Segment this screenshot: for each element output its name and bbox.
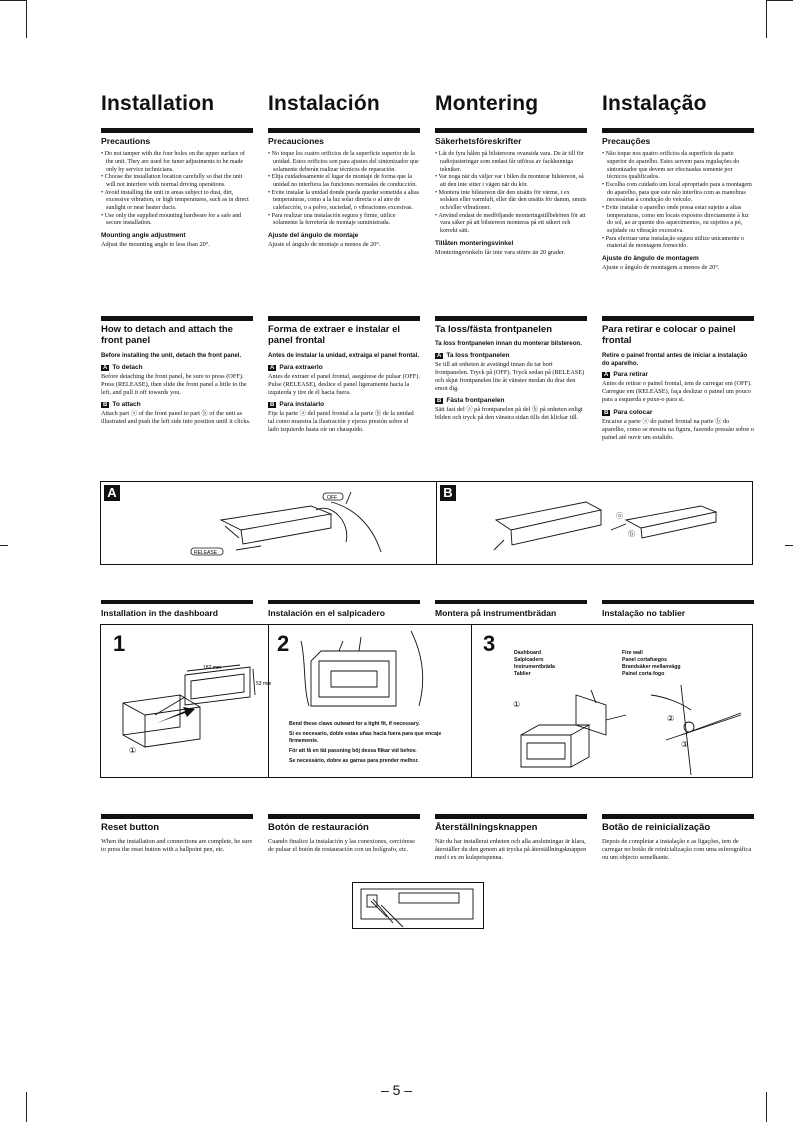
crop-mark bbox=[26, 1092, 27, 1122]
section-heading: Botón de restauración bbox=[268, 822, 369, 833]
paragraph: Ajuste el ángulo de montaje a menos de 20°. bbox=[268, 241, 381, 249]
subheading: To detach bbox=[112, 363, 143, 371]
list-item: • Evite instalar la unidad donde pueda quedar sometida a altas temperaturas, como a la luz solar directa o al aire de calefacción, o a polvo, suciedad, o vibraciones excesivas. bbox=[268, 189, 420, 212]
section-bar bbox=[268, 128, 420, 133]
section-bar bbox=[101, 600, 253, 604]
figure-divider bbox=[471, 625, 472, 777]
bullet-list bbox=[602, 151, 754, 251]
subheading: Ajuste del ángulo de montaje bbox=[268, 232, 359, 240]
reset-en bbox=[101, 814, 253, 857]
intro-text: Ta loss frontpanelen innan du monterar bilstereon. bbox=[435, 340, 582, 348]
note-line: För att få en tät passning böj dessa flikar vid behov. bbox=[289, 748, 417, 755]
section-heading: Återställningsknappen bbox=[435, 822, 538, 833]
list-item: • Choose the installation location carefully so that the unit will not interfere with normal driving operations. bbox=[101, 174, 243, 188]
subheading: Para instalarlo bbox=[279, 400, 325, 408]
label-line: Painel corta-fogo bbox=[622, 671, 665, 678]
intro-text: Retire o painel frontal antes de iniciar a instalação do aparelho. bbox=[602, 351, 748, 367]
precautions-en bbox=[101, 128, 253, 252]
paragraph: Ajuste o ângulo de montagem a menos de 20°. bbox=[602, 264, 720, 272]
section-bar bbox=[101, 814, 253, 819]
dim-height: 53 mm bbox=[256, 681, 272, 687]
subheading: Para retirar bbox=[613, 371, 649, 379]
section-bar bbox=[268, 316, 420, 321]
label-line: Dashboard bbox=[514, 650, 542, 656]
section-heading: Säkerhetsföreskrifter bbox=[435, 136, 522, 146]
dashboard-illustration bbox=[491, 685, 746, 775]
figure-label-a: A bbox=[104, 485, 120, 501]
detach-pt bbox=[602, 316, 754, 445]
section-bar bbox=[101, 316, 253, 321]
subheading: Para colocar bbox=[613, 408, 653, 416]
label-line: Fire wall bbox=[622, 650, 643, 656]
section-bar bbox=[435, 316, 587, 321]
dashboard-labels bbox=[514, 650, 614, 678]
precautions-pt bbox=[602, 128, 754, 275]
bullet-list bbox=[435, 151, 587, 235]
note-line: Se necessário, dobre as garras para prender melhor. bbox=[289, 758, 419, 765]
list-item: • Låt de fyra hålen på bilstereons ovansida vara. De är till för radiojusteringar som endast får utföras av fackkunniga tekniker. bbox=[435, 151, 584, 173]
crop-mark bbox=[766, 1092, 767, 1122]
section-heading: Ta loss/fästa frontpanelen bbox=[435, 324, 553, 335]
label-a: A bbox=[270, 364, 275, 371]
paragraph: Attach part ⓐ of the front panel to part ⓑ of the unit as illustrated and push the left side into position until it clicks. bbox=[101, 409, 251, 425]
reset-sv bbox=[435, 814, 587, 866]
section-heading: Precauções bbox=[602, 136, 651, 146]
label-b: B bbox=[604, 409, 609, 416]
list-item: • Använd endast de medföljande monteringstillbehören för att vara säker på att bilstereon monteras på ett säkert och korrekt sätt. bbox=[435, 212, 586, 235]
bullet-list bbox=[101, 151, 253, 228]
paragraph: Sätt fast del ⓐ på frontpanelen på del ⓑ på enheten enligt bilden och tryck på den vänstra sidan tills det klickar till. bbox=[435, 406, 583, 422]
paragraph: Monteringsvinkeln får inte vara större än 20 grader. bbox=[435, 248, 566, 256]
figure-divider bbox=[436, 482, 437, 564]
label-line: Brandsäker mellanvägg bbox=[622, 664, 681, 671]
part-2-mark: ② bbox=[667, 714, 675, 723]
crop-mark bbox=[0, 0, 26, 1]
paragraph: När du har installerat enheten och alla anslutningar är klara, återställer du den genom att trycka på återställningsknappen med t ex en kulspetspenna. bbox=[435, 838, 587, 862]
label-b: B bbox=[270, 401, 275, 408]
list-item: • Não toque nos quatro orifícios da superfície da parte superior do aparelho. Estes servem para regulações do sintonizador que devem ser efectuadas somente por técnicos qualificados. bbox=[602, 151, 740, 181]
section-bar bbox=[435, 128, 587, 133]
list-item: • No toque los cuatro orificios de la superficie superior de la unidad. Estos orificios son para ajustes del sintonizador que solamente deberán realizar técnicos de reparación. bbox=[268, 151, 419, 173]
arrow-icon bbox=[157, 707, 195, 723]
page-title-pt: Instalação bbox=[602, 92, 707, 115]
dim-width: 182 mm bbox=[203, 665, 222, 671]
crop-mark bbox=[0, 545, 8, 546]
paragraph: Adjust the mounting angle to less than 20°. bbox=[101, 241, 210, 249]
reset-figure bbox=[352, 882, 484, 929]
label-line: Salpicadero bbox=[514, 657, 544, 664]
detach-es bbox=[268, 316, 420, 437]
paragraph: Before detaching the front panel, be sure to press (OFF). Press (RELEASE), then slide the front panel a little to the left, and pull it off towards you. bbox=[101, 372, 247, 396]
label-b: B bbox=[103, 401, 108, 408]
section-bar bbox=[435, 814, 587, 819]
step-3-number: 3 bbox=[483, 631, 496, 656]
off-label: OFF bbox=[327, 495, 337, 501]
list-item: • Elija cuidadosamente el lugar de montaje de forma que la unidad no interfiera las funciones normales de conducción. bbox=[268, 174, 417, 188]
section-bar bbox=[435, 600, 587, 604]
precautions-sv bbox=[435, 128, 587, 260]
label-line: Panel cortafuegos bbox=[622, 657, 667, 664]
list-item: • Var noga när du väljer var i bilen du monterar bilstereon, så att den inte sitter i vägen när du kör. bbox=[435, 174, 584, 188]
page-title-en: Installation bbox=[101, 92, 215, 115]
list-item: • Escolha com cuidado um local apropriado para a montagem do aparelho, para que este não interfira com as manobras necessárias à condução do veículo. bbox=[602, 182, 752, 204]
section-bar bbox=[101, 128, 253, 133]
figure-divider bbox=[268, 625, 269, 777]
part-a-mark: ⓐ bbox=[616, 512, 623, 520]
subheading: Fästa frontpanelen bbox=[446, 397, 505, 405]
subheading: Para extraerlo bbox=[279, 363, 323, 371]
list-item: • Para realizar una instalación segura y firme, utilice solamente la ferretería de montaje suministrada. bbox=[268, 212, 396, 227]
list-item: • Do not tamper with the four holes on the upper surface of the unit. They are used for tuner adjustments to be made only by service technicians. bbox=[101, 151, 245, 173]
page-title-es: Instalación bbox=[268, 92, 380, 115]
paragraph: Se till att enheten är avstängd innan du tar bort frontpanelen. Tryck på (OFF). Tryck sedan på (RELEASE) och skjut frontpanelen lite åt vänster medan du drar den emot dig. bbox=[435, 361, 585, 393]
page-title-sv: Montering bbox=[435, 92, 539, 115]
page-number: – 5 – bbox=[381, 1082, 413, 1098]
bullet-list bbox=[268, 151, 420, 228]
section-heading: Forma de extraer e instalar el panel frontal bbox=[268, 324, 401, 347]
reset-es bbox=[268, 814, 420, 857]
note-line: Si es necesario, doble estas uñas hacia fuera para que encaje firmemente. bbox=[289, 731, 442, 745]
section-bar bbox=[602, 814, 754, 819]
detach-illustration bbox=[181, 492, 401, 562]
label-a: A bbox=[437, 353, 442, 360]
section-heading: Reset button bbox=[101, 822, 160, 833]
subheading: Mounting angle adjustment bbox=[101, 232, 186, 240]
detach-sv bbox=[435, 316, 587, 425]
list-item: • Evite instalar o aparelho onde possa estar sujeito a altas temperaturas, como em locais expostos directamente à luz do sol, ao ar quente dos aquecimentos, ou sujeitos a pó, sujidade ou vibração excessiva. bbox=[602, 205, 749, 235]
section-heading: Montera på instrumentbrädan bbox=[435, 608, 557, 618]
precautions-es bbox=[268, 128, 420, 252]
subheading: Ajuste do ângulo de montagem bbox=[602, 255, 699, 263]
release-label: RELEASE bbox=[194, 550, 218, 556]
sleeve-illustration bbox=[115, 665, 272, 765]
crop-mark bbox=[767, 0, 793, 1]
part-3-mark: ③ bbox=[681, 740, 689, 749]
label-a: A bbox=[604, 372, 609, 379]
intro-text: Antes de instalar la unidad, extraiga el panel frontal. bbox=[268, 351, 420, 359]
section-bar bbox=[268, 814, 420, 819]
label-line: Tablier bbox=[514, 671, 531, 678]
paragraph: Depois de completar a instalação e as ligações, tem de carregar no botão de reinicialização com uma esferográfica ou um objecto semelhante. bbox=[602, 838, 752, 862]
crop-mark bbox=[785, 545, 793, 546]
section-heading: Instalação no tablier bbox=[602, 608, 686, 618]
section-heading: Precautions bbox=[101, 136, 151, 146]
label-b: B bbox=[437, 398, 442, 405]
attach-illustration bbox=[476, 490, 736, 560]
section-heading: Instalación en el salpicadero bbox=[268, 608, 386, 618]
section-bar bbox=[602, 128, 754, 133]
paragraph: Antes de extraer el panel frontal, asegúrese de pulsar (OFF). Pulse (RELEASE), deslice el panel ligeramente hacia la izquierda y tire de él hacia fuera. bbox=[268, 372, 420, 396]
paragraph: Antes de retirar o painel frontal, tem de carregar em (OFF). Carregue em (RELEASE), faça deslizar o painel um pouco para a esquerda e puxe-o para si. bbox=[602, 380, 752, 404]
part-b-mark: ⓑ bbox=[628, 530, 635, 538]
step-1-number: 1 bbox=[113, 631, 126, 656]
list-item: • Use only the supplied mounting hardware for a safe and secure installation. bbox=[101, 212, 242, 227]
subheading: Tillåten monteringsvinkel bbox=[435, 239, 514, 247]
label-a: A bbox=[103, 364, 108, 371]
paragraph: When the installation and connections are complete, be sure to press the reset button with a ballpoint pen, etc. bbox=[101, 838, 253, 854]
paragraph: Fije la parte ⓐ del panel frontal a la parte ⓑ de la unidad tal como muestra la ilustración y ejerza presión sobre el lado izquierdo hasta oír un chasquido. bbox=[268, 409, 414, 433]
figure-detach-attach bbox=[100, 481, 753, 565]
part-1-mark: ① bbox=[129, 746, 137, 755]
step-2-number: 2 bbox=[277, 631, 290, 656]
figure-label-b: B bbox=[440, 485, 456, 501]
list-item: • Para efectuar uma instalação segura utilize unicamente o material de montagem fornecido. bbox=[602, 235, 744, 250]
figure-installation-steps bbox=[100, 624, 753, 778]
reset-illustration bbox=[353, 883, 483, 928]
intro-text: Before installing the unit, detach the front panel. bbox=[101, 351, 242, 359]
section-bar bbox=[268, 600, 420, 604]
claws-illustration bbox=[301, 631, 451, 713]
section-heading: Installation in the dashboard bbox=[101, 608, 218, 618]
section-bar bbox=[602, 316, 754, 321]
section-bar bbox=[602, 600, 754, 604]
section-heading: Botão de reinicialização bbox=[602, 822, 711, 833]
section-heading: Precauciones bbox=[268, 136, 324, 146]
reset-pt bbox=[602, 814, 754, 866]
paragraph: Encaixe a parte ⓐ do painel frontal na parte ⓑ do aparelho, como se mostra na figura, fazendo pressão sobre o painel até ouvir um estalido. bbox=[602, 417, 754, 441]
list-item: • Montera inte bilstereon där den utsätts för värme, t ex solsken eller varmluft, eller där den utsätts för damm, smuts och/eller vibrationer. bbox=[435, 189, 587, 212]
subheading: To attach bbox=[112, 400, 141, 408]
part-1-mark: ① bbox=[513, 700, 521, 709]
subheading: Ta loss frontpanelen bbox=[446, 352, 510, 360]
note-line: Bend these claws outward for a tight fit, if necessary. bbox=[289, 721, 420, 727]
detach-en bbox=[101, 316, 253, 429]
label-line: Instrumentbräda bbox=[514, 664, 555, 671]
crop-mark bbox=[26, 0, 27, 38]
section-heading: Para retirar e colocar o painel frontal bbox=[602, 324, 736, 347]
firewall-labels bbox=[622, 650, 742, 678]
claws-notes bbox=[289, 721, 469, 765]
list-item: • Avoid installing the unit in areas subject to dust, dirt, excessive vibration, or high temperatures, such as in direct sunlight or near heater ducts. bbox=[101, 189, 249, 212]
crop-mark bbox=[766, 0, 767, 38]
paragraph: Cuando finalice la instalación y las conexiones, cerciórese de pulsar el botón de restauración con un bolígrafo, etc. bbox=[268, 838, 415, 854]
section-heading: How to detach and attach the front panel bbox=[101, 324, 233, 347]
